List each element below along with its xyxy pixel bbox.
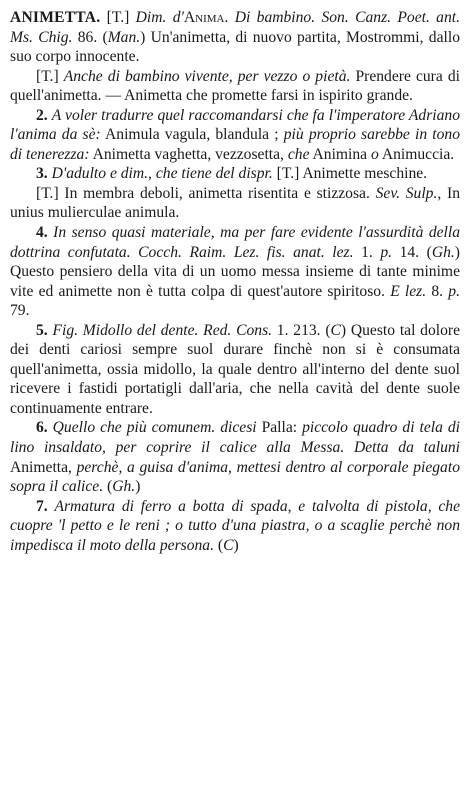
italic-text: che [287,145,310,163]
italic-text: perchè, a guisa d'anima, mettesi dentro al corporale piegato sopra il calice. [10,458,460,496]
italic-text: Quello che più comunem. dicesi [52,419,257,437]
roman-text: Palla: [256,419,303,437]
entry-paragraph-p9 [10,497,460,556]
roman-text: Animuccia. [378,145,455,163]
italic-text: Fig. Midollo del dente. Red. Cons. [52,321,273,339]
italic-text: p. [448,282,460,300]
roman-text: ) Questo tal dolore dei denti cariosi sempre suol durare finchè non si è consumata quell'animetta, ossia midollo, la quale dentro all'interno del dente suol ricevere i fastidi portatigli dall'aria, che nella cavità del dente suole continuamente entrare. [10,321,461,417]
roman-text: [T.] [100,9,136,26]
italic-text: E lez. [390,282,427,300]
sense-number: 5. [36,321,53,339]
italic-text: D'adulto e dim., che tiene del dispr. [51,165,273,183]
roman-text: Animula vagula, blandula ; [100,126,284,144]
italic-text: più proprio sarebbe in tono di tenerezza: [10,126,460,163]
roman-text: , In unius mulierculae animula. [10,184,460,222]
italic-text: Dim. [135,9,167,26]
roman-text: 14. ( [392,243,432,261]
italic-text: Sev. Sulp. [375,184,438,202]
roman-text: ) Questo pensiero della vita di un uomo messa insieme di tante minime vite ed animette non è tutta colpa di quest'autore spiritoso. [10,243,460,300]
italic-text: piccolo quadro di tela di lino insaldato, per coprire il calice alla Messa. Detta da taluni [10,419,460,457]
roman-text: 1. [353,243,381,261]
italic-text: A voler tradurre quel raccomandarsi che fa l'imperatore Adriano l'anima da sè: [10,106,460,144]
roman-text: ( [103,478,113,496]
italic-text: d' [166,9,184,26]
small-caps-text: Anima [183,9,225,26]
italic-text: Gh. [112,478,136,496]
entry-paragraph-p7 [10,321,460,419]
italic-text: C [223,536,234,554]
roman-text: [T.] In membra deboli, animetta risentita e stizzosa. [36,184,376,202]
italic-text: Gh. [431,243,455,261]
entry-paragraph-p5 [10,184,460,223]
roman-text: 79. [10,302,30,320]
headword: ANIMETTA. [10,9,101,26]
sense-number: 2. [36,106,52,124]
entry-paragraph-p8 [10,418,460,496]
roman-text: [T.] [36,67,64,85]
italic-text: Anche di bambino vivente, per vezzo o pietà. [63,67,351,85]
sense-number: 3. [36,165,52,183]
roman-text: 1. 213. ( [272,321,331,339]
sense-number: 6. [36,419,53,437]
roman-text: Animina [309,145,372,163]
sense-number: 4. [36,224,54,242]
italic-text: o [371,145,379,163]
dictionary-entry [10,8,460,555]
roman-text: ) Un'animetta, di nuovo partita, Mostrommi, dallo suo corpo innocente. [10,28,460,66]
entry-paragraph-p6 [10,223,460,321]
italic-text: Man. [107,28,141,46]
roman-text: Animetta, [10,458,77,476]
italic-text: Armatura di ferro a botta di spada, e talvolta di pistola, che cuopre 'l petto e le reni ; o tutto d'una piastra, o a scaglie perchè non impedisca il moto della persona. [10,497,460,554]
roman-text: 8. [426,282,449,300]
italic-text: C [330,321,341,339]
roman-text: ) [135,478,141,496]
roman-text: ) [233,536,239,554]
entry-paragraph-p1 [10,8,460,67]
entry-paragraph-p2 [10,67,460,106]
italic-text: p. [380,243,393,261]
roman-text: [T.] Animette meschine. [272,165,428,183]
roman-text: . [224,9,235,26]
roman-text: 86. ( [72,28,108,46]
entry-paragraph-p3 [10,106,460,165]
roman-text: Prendere cura di quell'animetta. — Animetta che promette farsi in ispirito grande. [10,67,460,105]
roman-text: Animetta vaghetta, vezzosetta, [89,145,288,163]
italic-text: In senso quasi materiale, ma per fare evidente l'assurdità della dottrina confutata. Cocch. Raim. Lez. fis. anat. lez. [10,224,460,261]
sense-number: 7. [36,497,55,515]
roman-text: ( [214,536,224,554]
italic-text: Di bambino. Son. Canz. Poet. ant. Ms. Chig. [10,9,461,46]
entry-paragraph-p4 [10,164,460,184]
